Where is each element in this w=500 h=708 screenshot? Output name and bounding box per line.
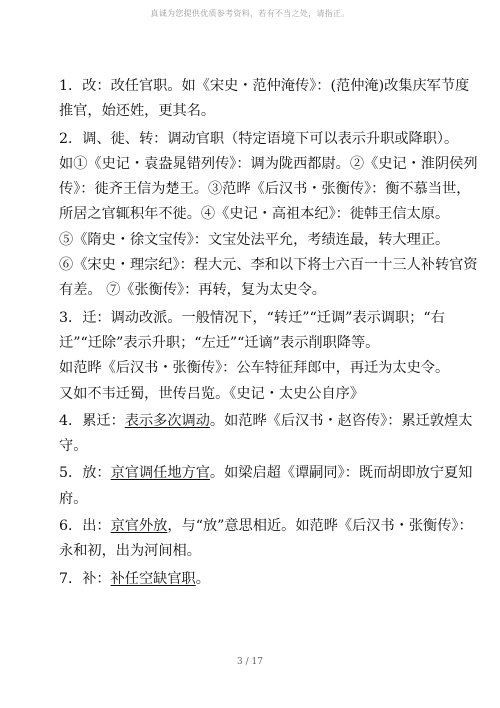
text-line: 有差。 ⑦《张衡传》：再转，复为太史令。 [59, 282, 326, 299]
text-line: 永和初，出为河间相。 [59, 543, 201, 560]
text-line: 7．补：补任空缺官职。 [59, 570, 210, 587]
text-line: 传》：徙齐王信为楚王。③范晔《后汉书・张衡传》：衡不慕当世， [59, 181, 471, 198]
text-line: ⑥《宋史・理宗纪》：程大元、李和以下将士六百一十三人补转官资 [59, 257, 478, 274]
underlined-definition: 京官调任地方官 [110, 465, 210, 482]
text-line: 守。 [59, 438, 88, 455]
text-line: 2．调、徙、转：调动官职（特定语境下可以表示升职或降职）。 [59, 130, 459, 147]
text-line: 5．放：京官调任地方官。如梁启超《谭嗣同》：既而胡即放宁夏知 [59, 465, 473, 482]
text-line: 4．累迁：表示多次调动。如范晔《后汉书・赵咨传》：累迁敦煌太 [59, 412, 473, 429]
text-line: 1．改：改任官职。如《宋史・范仲淹传》：(范仲淹)改集庆军节度 [59, 78, 470, 94]
page-number: 3 / 17 [237, 657, 263, 667]
underlined-definition: 京官外放 [110, 518, 168, 535]
text-line: 所居之官辄积年不徙。④《史记・高祖本纪》：徙韩王信太原。 [59, 206, 450, 223]
text-line: 3．迁：调动改派。一般情况下，“转迁”“迁调”表示调职；“右 [59, 309, 445, 326]
text-line: 迁”“迁除”表示升职；“左迁”“迁谪”表示削职降等。 [59, 334, 380, 351]
text-line: ⑤《隋史・徐文宝传》：文宝处法平允，考绩连最，转大理正。 [59, 231, 450, 248]
text-line: 推官，始还姓，更其名。 [59, 103, 216, 120]
document-body [59, 74, 478, 592]
text-line: 府。 [59, 490, 88, 507]
text-line: 如范晔《后汉书・张衡传》：公车特征拜郎中，再迁为太史令。 [59, 360, 450, 377]
underlined-definition: 补任空缺官职 [110, 570, 196, 587]
page-header-note: 真诚为您提供优质参考资料，若有不当之处，请指正。 [150, 9, 350, 18]
underlined-definition: 表示多次调动 [124, 412, 210, 429]
text-line: 如①《史记・袁盎晁错列传》：调为陇西都尉。②《史记・淮阴侯列 [59, 155, 478, 172]
text-line: 6．出：京官外放，与“放”意思相近。如范晔《后汉书・张衡传》： [59, 518, 473, 535]
text-line: 又如不韦迁蜀，世传吕览。《史记・太史公自序》 [59, 385, 365, 402]
